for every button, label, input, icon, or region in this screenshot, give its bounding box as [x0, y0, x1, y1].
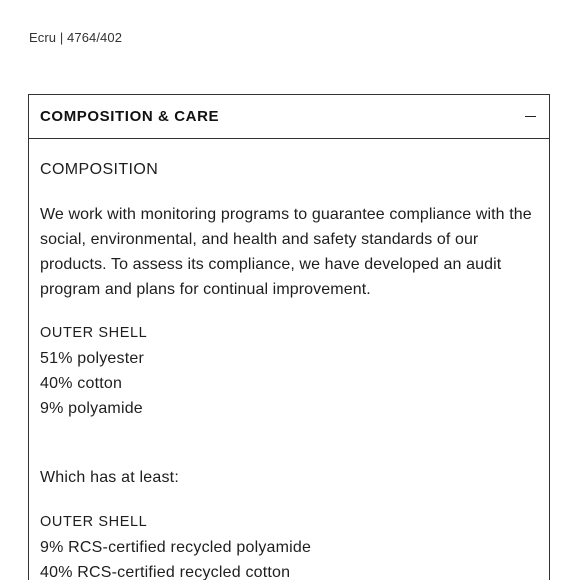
material-line: 51% polyester — [40, 350, 144, 367]
certified-outer-shell-heading: OUTER SHELL — [40, 514, 148, 530]
color-reference: Ecru | 4764/402 — [29, 30, 123, 45]
composition-heading: COMPOSITION — [40, 161, 159, 178]
accordion-header[interactable] — [29, 95, 549, 139]
certified-material-line: 40% RCS-certified recycled cotton — [40, 564, 291, 580]
compliance-paragraph: We work with monitoring programs to guarantee compliance with the social, environmental, and health and safety standards of our products. To assess its compliance, we have developed an audit program and plans for continual improvement. — [40, 206, 532, 298]
accordion-title: COMPOSITION & CARE — [40, 108, 220, 125]
material-line: 9% polyamide — [40, 400, 143, 417]
certified-material-line: 9% RCS-certified recycled polyamide — [40, 539, 312, 556]
cropped-top-content — [220, 0, 330, 2]
material-line: 40% cotton — [40, 375, 123, 392]
accordion-body — [29, 139, 549, 580]
composition-care-accordion — [28, 94, 550, 580]
minus-icon[interactable] — [523, 110, 537, 124]
which-has-at-least: Which has at least: — [40, 469, 179, 486]
outer-shell-heading: OUTER SHELL — [40, 325, 148, 341]
